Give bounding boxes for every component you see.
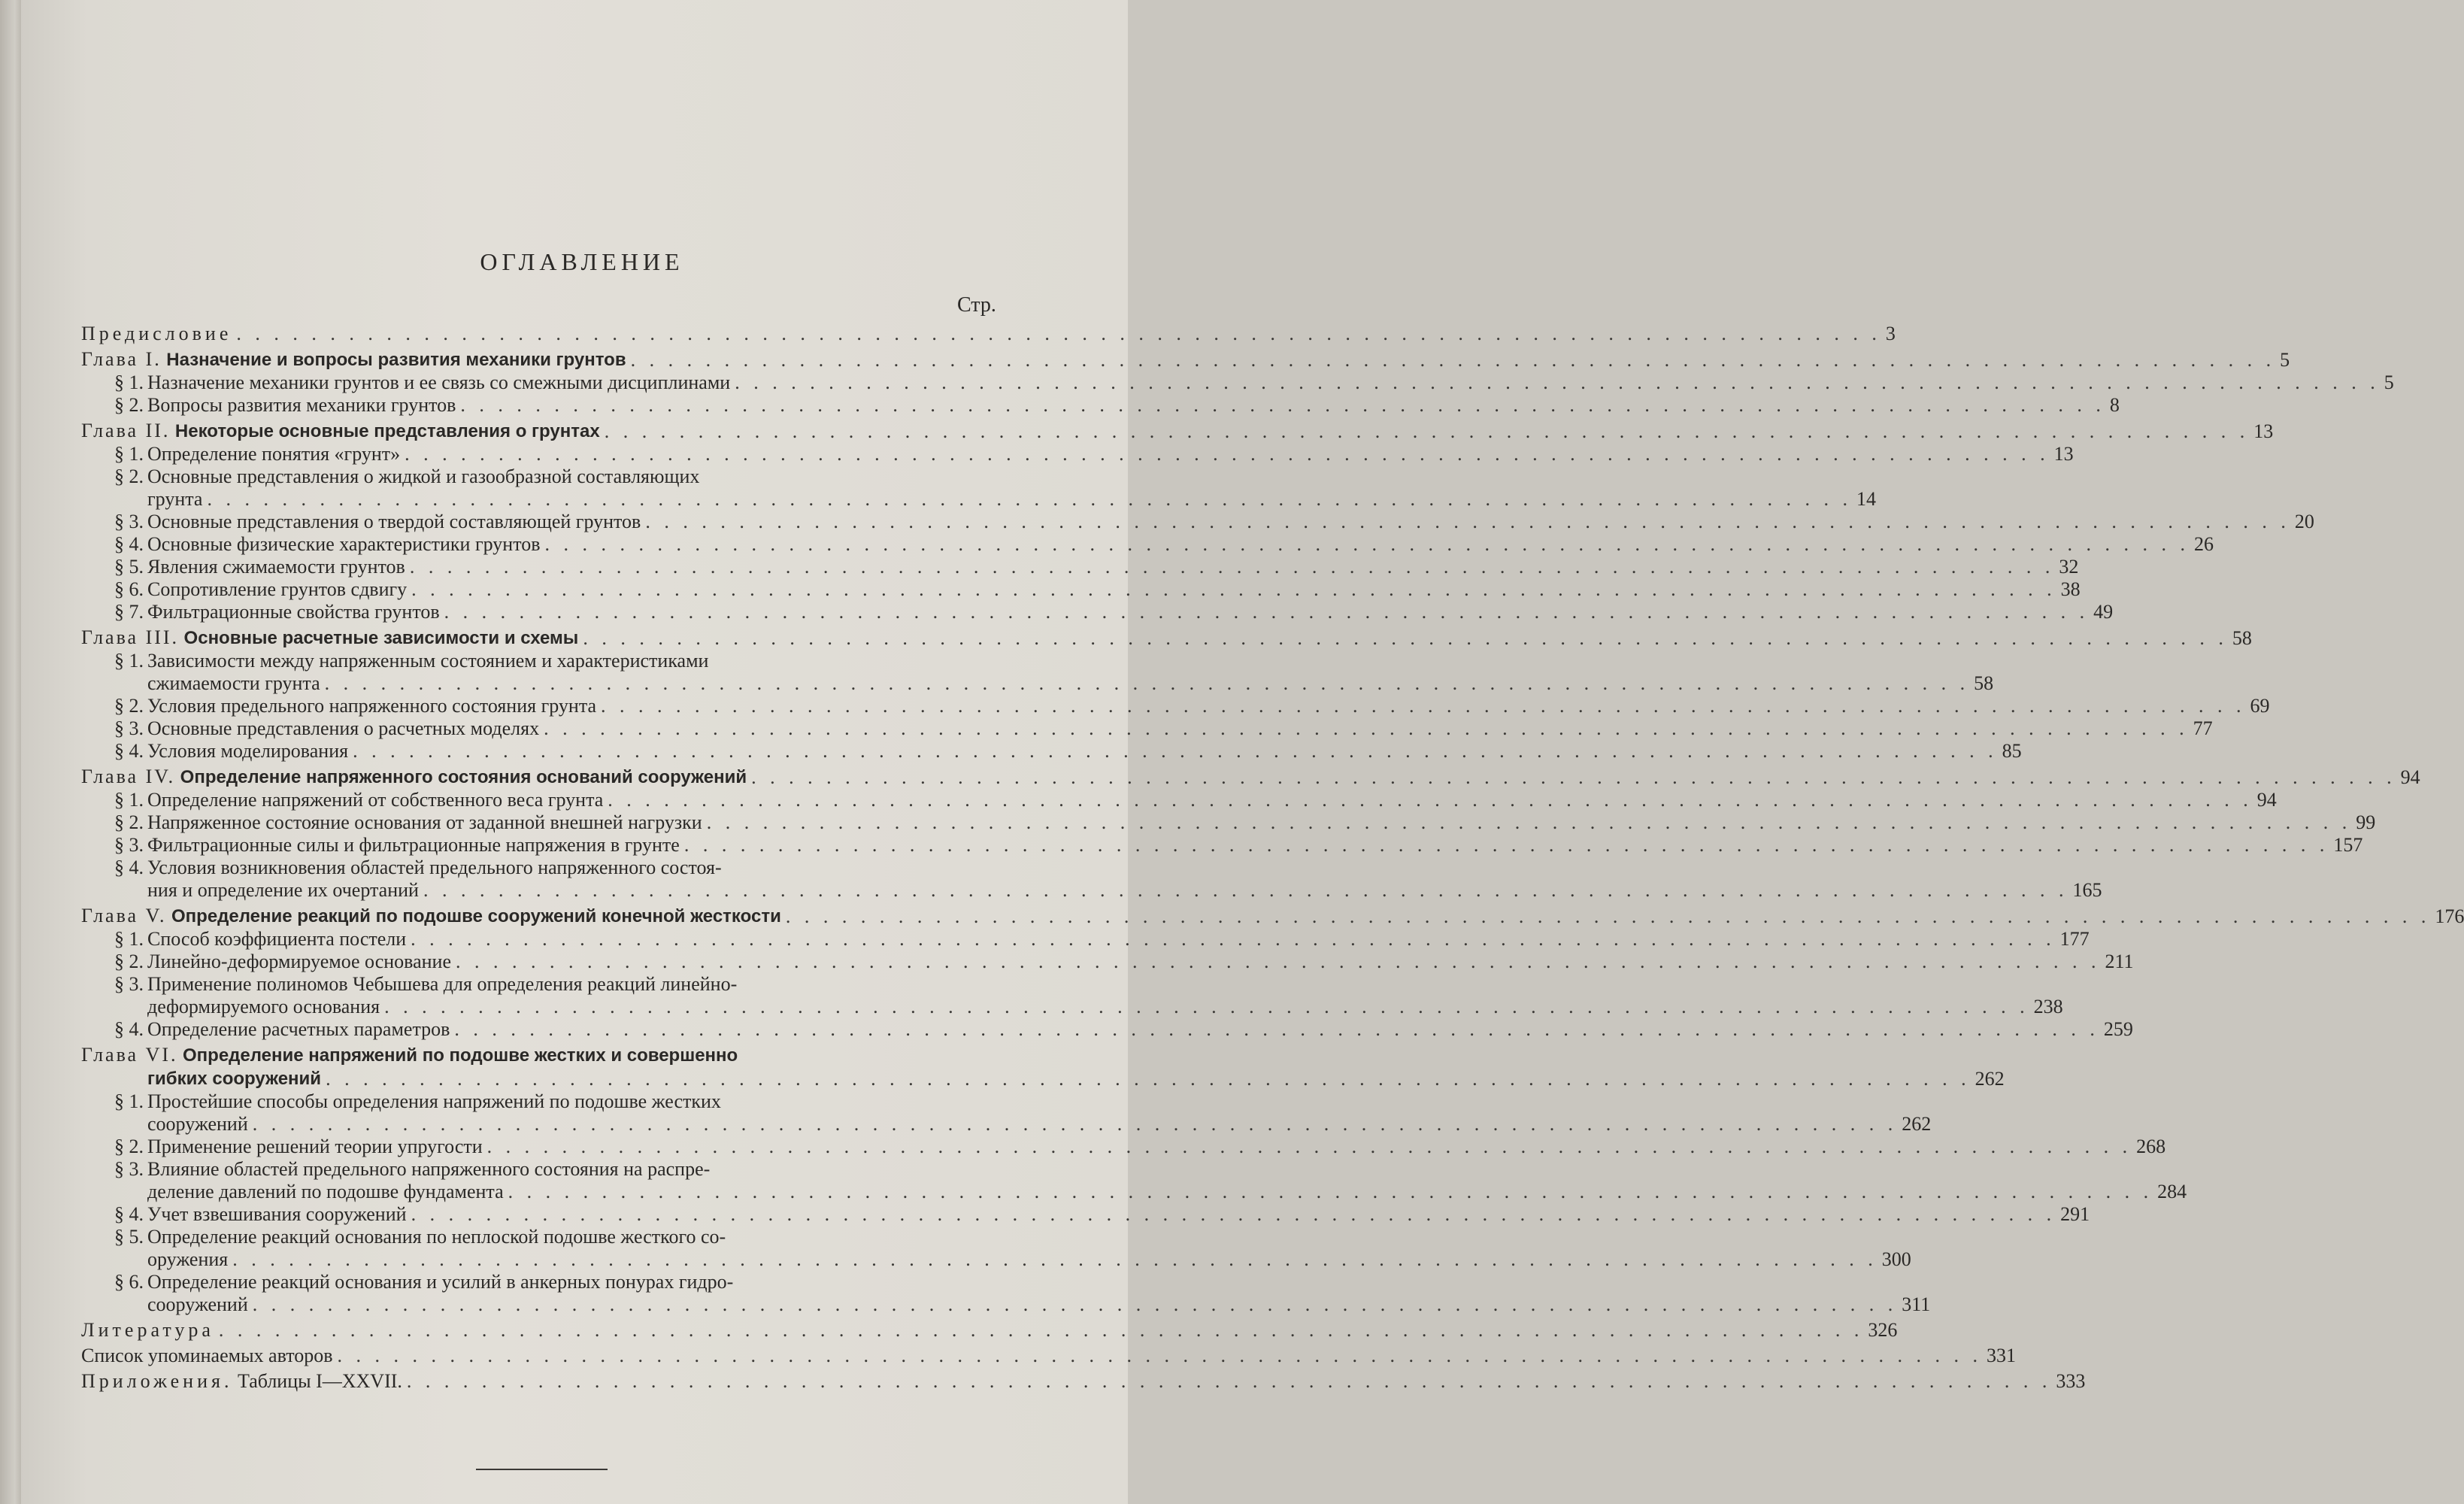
toc-chapter: [81, 420, 2274, 443]
dot-leader: . . . . . . . . . . . . . . . . . . . . . . . . . . . . . . . . . . . . . . . . . . . . . . . . . . . . . . . . . . . . . . . . . . . . . . . . . . . . . . . . . . . . . . . .: [384, 996, 2029, 1017]
toc-row: [114, 556, 2079, 578]
toc-section: [81, 740, 2022, 763]
dot-leader: . . . . . . . . . . . . . . . . . . . . . . . . . . . . . . . . . . . . . . . . . . . . . . . . . . . . . . . . . . . . . . . . . . . . . . . . . . . . . . . . . . . . . . . .: [405, 443, 2050, 465]
dot-leader: . . . . . . . . . . . . . . . . . . . . . . . . . . . . . . . . . . . . . . . . . . . . . . . . . . . . . . . . . . . . . . . . . . . . . . . . . . . . . . . . . . . . . . . .: [460, 394, 2105, 416]
page-number: 238: [2033, 996, 2063, 1017]
dot-leader: . . . . . . . . . . . . . . . . . . . . . . . . . . . . . . . . . . . . . . . . . . . . . . . . . . . . . . . . . . . . . . . . . . . . . . . . . . . . . . . . . . . . . . . .: [411, 578, 2056, 600]
section-text: Определение расчетных параметров: [147, 1018, 450, 1040]
page-column-label: Стр.: [957, 293, 996, 317]
section-line: [114, 973, 999, 996]
toc-section: [81, 394, 2120, 417]
dot-leader: . . . . . . . . . . . . . . . . . . . . . . . . . . . . . . . . . . . . . . . . . . . . . . . . . . . . . . . . . . . . . . . . . . . . . . . . . . . . . . . . . . . . . . . .: [411, 1203, 2056, 1225]
section-text: сжимаемости грунта: [147, 672, 320, 694]
page-number: 5: [2280, 349, 2290, 371]
toc-row: [81, 420, 2274, 443]
table-of-contents: [81, 320, 2464, 1393]
entry-text: [147, 996, 380, 1018]
chapter-title: Основные расчетные зависимости и схемы: [183, 628, 579, 648]
toc-section: [81, 1018, 2133, 1041]
toc-section: [81, 695, 2270, 717]
toc-row: [114, 371, 2394, 394]
section-text: Влияние областей предельного напряженного состояния на распре-: [147, 1158, 711, 1180]
toc-row: [114, 740, 2022, 763]
section-line: [114, 650, 999, 672]
toc-section: [81, 717, 2213, 740]
section-number: § 2.: [114, 394, 144, 416]
toc-section: [81, 834, 2363, 857]
entry-text: [81, 1067, 321, 1090]
entry-text: [81, 348, 626, 371]
entry-text: [81, 905, 781, 928]
chapter-prefix: Глава I.: [81, 348, 162, 370]
page-number: 49: [2093, 601, 2114, 623]
toc-chapter: [81, 905, 2464, 928]
toc-row: [114, 1136, 2166, 1158]
section-number: § 2.: [114, 811, 144, 833]
dot-leader: . . . . . . . . . . . . . . . . . . . . . . . . . . . . . . . . . . . . . . . . . . . . . . . . . . . . . . . . . . . . . . . . . . . . . . . . . . . . . . . . . . . . . . . .: [207, 488, 1852, 510]
section-number: § 1.: [114, 650, 144, 672]
dot-leader: . . . . . . . . . . . . . . . . . . . . . . . . . . . . . . . . . . . . . . . . . . . . . . . . . . . . . . . . . . . . . . . . . . . . . . . . . . . . . . . . . . . . . . . .: [604, 420, 2250, 442]
toc-row: [81, 348, 2290, 371]
entry-text: [114, 695, 597, 717]
section-text: Определение понятия «грунт»: [147, 443, 401, 465]
chapter-prefix: Глава II.: [81, 420, 171, 441]
page-number: 13: [2053, 443, 2074, 465]
section-number: § 4.: [114, 857, 144, 878]
section-text: Способ коэффициента постели: [147, 928, 407, 950]
section-text: Напряженное состояние основания от заданной внешней нагрузки: [147, 811, 702, 833]
dot-leader: . . . . . . . . . . . . . . . . . . . . . . . . . . . . . . . . . . . . . . . . . . . . . . . . . . . . . . . . . . . . . . . . . . . . . . . . . . . . . . . . . . . . . . . .: [456, 951, 2101, 972]
section-number: § 3.: [114, 511, 144, 532]
section-text: Фильтрационные свойства грунтов: [147, 601, 440, 623]
entry-label: Таблицы I—XXVII.: [237, 1370, 402, 1392]
section-text: Назначение механики грунтов и ее связь со смежными дисциплинами: [147, 371, 731, 393]
toc-section: [81, 1158, 2187, 1203]
toc-section: [81, 1226, 1911, 1271]
entry-text: [147, 1181, 504, 1203]
dot-leader: . . . . . . . . . . . . . . . . . . . . . . . . . . . . . . . . . . . . . . . . . . . . . . . . . . . . . . . . . . . . . . . . . . . . . . . . . . . . . . . . . . . . . . . .: [444, 601, 2090, 623]
entry-text: [147, 1293, 248, 1316]
toc-section: [81, 601, 2114, 623]
section-text: Условия возникновения областей предельного напряженного состоя-: [147, 857, 722, 878]
toc-row: [81, 1067, 2005, 1090]
toc-section: [81, 1136, 2166, 1158]
entry-text: [147, 1113, 248, 1136]
toc-chapter: [81, 348, 2290, 371]
toc-row: [114, 811, 2376, 834]
section-number: § 4.: [114, 1018, 144, 1040]
page-number: 157: [2333, 834, 2363, 856]
entry-text: [114, 443, 401, 465]
toc-section: [81, 533, 2214, 556]
entry-text: [81, 1319, 214, 1342]
toc-row: [81, 1370, 2086, 1393]
entry-text: [114, 740, 349, 763]
entry-prefix: Приложения.: [81, 1370, 233, 1392]
toc-row: [114, 533, 2214, 556]
page-number: 291: [2060, 1203, 2090, 1225]
page-number: 262: [1902, 1113, 1932, 1135]
page-number: 69: [2250, 695, 2270, 717]
toc-row: [114, 951, 2134, 973]
chapter-title: Определение напряженного состояния оснований сооружений: [180, 767, 747, 787]
section-text: Основные представления о твердой составляющей грунтов: [147, 511, 641, 532]
section-text: Вопросы развития механики грунтов: [147, 394, 456, 416]
toc-section: [81, 973, 2063, 1018]
page-number: 14: [1856, 488, 1876, 510]
section-number: § 4.: [114, 740, 144, 762]
toc-row: [81, 323, 1896, 345]
toc-row: [81, 626, 2252, 650]
toc-row: [114, 443, 2074, 465]
toc-entry-front: [81, 323, 1896, 345]
toc-entry-front: [81, 1319, 1898, 1342]
page-number: 38: [2060, 578, 2081, 600]
section-number: § 5.: [114, 556, 144, 578]
toc-section: [81, 511, 2314, 533]
entry-text: [147, 1248, 228, 1271]
dot-leader: . . . . . . . . . . . . . . . . . . . . . . . . . . . . . . . . . . . . . . . . . . . . . . . . . . . . . . . . . . . . . . . . . . . . . . . . . . . . . . . . . . . . . . . .: [785, 905, 2431, 927]
section-text: Условия моделирования: [147, 740, 349, 762]
toc-row: [114, 601, 2114, 623]
page-number: 259: [2103, 1018, 2133, 1040]
toc-section: [81, 650, 1994, 695]
dot-leader: . . . . . . . . . . . . . . . . . . . . . . . . . . . . . . . . . . . . . . . . . . . . . . . . . . . . . . . . . . . . . . . . . . . . . . . . . . . . . . . . . . . . . . . .: [608, 789, 2253, 811]
entry-text: [114, 511, 641, 533]
dot-leader: . . . . . . . . . . . . . . . . . . . . . . . . . . . . . . . . . . . . . . . . . . . . . . . . . . . . . . . . . . . . . . . . . . . . . . . . . . . . . . . . . . . . . . . .: [218, 1319, 1864, 1341]
toc-section: [81, 789, 2277, 811]
page-number: 32: [2059, 556, 2079, 578]
chapter-title: Определение реакций по подошве сооружений конечной жесткости: [171, 906, 781, 926]
book-page: [21, 0, 2464, 1504]
section-number: § 1.: [114, 928, 144, 950]
chapter-prefix: Глава IV.: [81, 766, 176, 787]
entry-text: [114, 533, 541, 556]
section-text: сооружений: [147, 1113, 248, 1135]
section-text: деформируемого основания: [147, 996, 380, 1017]
section-text: Явления сжимаемости грунтов: [147, 556, 405, 578]
section-number: § 6.: [114, 578, 144, 600]
entry-text: [81, 626, 578, 650]
toc-chapter: [81, 1044, 2005, 1090]
section-text: Фильтрационные силы и фильтрационные напряжения в грунте: [147, 834, 680, 856]
page-number: 284: [2157, 1181, 2187, 1202]
toc-section: [81, 857, 2102, 902]
section-line: [114, 1226, 999, 1248]
dot-leader: . . . . . . . . . . . . . . . . . . . . . . . . . . . . . . . . . . . . . . . . . . . . . . . . . . . . . . . . . . . . . . . . . . . . . . . . . . . . . . . . . . . . . . . .: [406, 1370, 2052, 1392]
section-text: Линейно-деформируемое основание: [147, 951, 452, 972]
chapter-prefix: Глава VI.: [81, 1044, 178, 1066]
section-number: § 2.: [114, 465, 144, 487]
page-number: 3: [1885, 323, 1896, 344]
toc-section: [81, 1090, 1932, 1136]
toc-row: [114, 695, 2270, 717]
entry-text: [81, 1345, 333, 1367]
dot-leader: . . . . . . . . . . . . . . . . . . . . . . . . . . . . . . . . . . . . . . . . . . . . . . . . . . . . . . . . . . . . . . . . . . . . . . . . . . . . . . . . . . . . . . . .: [645, 511, 2290, 532]
toc-chapter: [81, 626, 2252, 650]
toc-section: [81, 951, 2134, 973]
entry-text: [147, 672, 320, 695]
chapter-title: Некоторые основные представления о грунтах: [174, 421, 600, 441]
section-text: Зависимости между напряженным состоянием и характеристиками: [147, 650, 709, 672]
book-spine-edge: [0, 0, 22, 1504]
section-text: Условия предельного напряженного состояния грунта: [147, 695, 597, 717]
section-number: § 2.: [114, 695, 144, 717]
toc-row: [114, 928, 2090, 951]
toc-section: [81, 371, 2394, 394]
toc-row: [114, 394, 2120, 417]
entry-text: [114, 951, 452, 973]
dot-leader: . . . . . . . . . . . . . . . . . . . . . . . . . . . . . . . . . . . . . . . . . . . . . . . . . . . . . . . . . . . . . . . . . . . . . . . . . . . . . . . . . . . . . . . .: [544, 533, 2190, 555]
entry-text: [147, 879, 419, 902]
page-number: 333: [2056, 1370, 2086, 1392]
section-number: § 1.: [114, 371, 144, 393]
section-text: оружения: [147, 1248, 229, 1270]
entry-text: [114, 811, 702, 834]
section-number: § 4.: [114, 1203, 144, 1225]
page-number: 94: [2256, 789, 2277, 811]
chapter-prefix: Глава III.: [81, 626, 180, 648]
section-number: § 1.: [114, 1090, 144, 1112]
page-number: 20: [2294, 511, 2314, 532]
dot-leader: . . . . . . . . . . . . . . . . . . . . . . . . . . . . . . . . . . . . . . . . . . . . . . . . . . . . . . . . . . . . . . . . . . . . . . . . . . . . . . . . . . . . . . . .: [544, 717, 2189, 739]
chapter-line: [81, 1044, 999, 1067]
section-number: § 7.: [114, 601, 144, 623]
page-number: 94: [2400, 766, 2420, 788]
entry-text: [114, 371, 731, 394]
dot-leader: . . . . . . . . . . . . . . . . . . . . . . . . . . . . . . . . . . . . . . . . . . . . . . . . . . . . . . . . . . . . . . . . . . . . . . . . . . . . . . . . . . . . . . . .: [630, 349, 2276, 371]
page-number: 300: [1881, 1248, 1911, 1270]
toc-section: [81, 811, 2376, 834]
toc-row: [114, 834, 2363, 857]
page-number: 58: [1974, 672, 1994, 694]
chapter-title-cont: гибких сооружений: [147, 1069, 322, 1089]
section-text: грунта: [147, 488, 203, 510]
dot-leader: . . . . . . . . . . . . . . . . . . . . . . . . . . . . . . . . . . . . . . . . . . . . . . . . . . . . . . . . . . . . . . . . . . . . . . . . . . . . . . . . . . . . . . . .: [454, 1018, 2099, 1040]
dot-leader: . . . . . . . . . . . . . . . . . . . . . . . . . . . . . . . . . . . . . . . . . . . . . . . . . . . . . . . . . . . . . . . . . . . . . . . . . . . . . . . . . . . . . . . .: [353, 740, 1998, 762]
section-text: Основные физические характеристики грунтов: [147, 533, 541, 555]
chapter-prefix: Глава V.: [81, 905, 167, 926]
dot-leader: . . . . . . . . . . . . . . . . . . . . . . . . . . . . . . . . . . . . . . . . . . . . . . . . . . . . . . . . . . . . . . . . . . . . . . . . . . . . . . . . . . . . . . . .: [423, 879, 2068, 901]
section-text: Определение реакций основания по неплоской подошве жесткого со-: [147, 1226, 726, 1248]
toc-row: [147, 1293, 1931, 1316]
section-text: Определение напряжений от собственного веса грунта: [147, 789, 604, 811]
dot-leader: . . . . . . . . . . . . . . . . . . . . . . . . . . . . . . . . . . . . . . . . . . . . . . . . . . . . . . . . . . . . . . . . . . . . . . . . . . . . . . . . . . . . . . . .: [409, 556, 2055, 578]
toc-row: [147, 996, 2063, 1018]
toc-section: [81, 578, 2081, 601]
dot-leader: . . . . . . . . . . . . . . . . . . . . . . . . . . . . . . . . . . . . . . . . . . . . . . . . . . . . . . . . . . . . . . . . . . . . . . . . . . . . . . . . . . . . . . . .: [601, 695, 2246, 717]
section-text: сооружений: [147, 1293, 248, 1315]
toc-chapter: [81, 766, 2420, 789]
toc-row: [147, 879, 2102, 902]
toc-row: [147, 1113, 1932, 1136]
section-line: [114, 1158, 999, 1181]
dot-leader: . . . . . . . . . . . . . . . . . . . . . . . . . . . . . . . . . . . . . . . . . . . . . . . . . . . . . . . . . . . . . . . . . . . . . . . . . . . . . . . . . . . . . . . .: [735, 371, 2380, 393]
section-number: § 2.: [114, 1136, 144, 1157]
entry-text: [114, 1203, 407, 1226]
page-number: 326: [1868, 1319, 1898, 1341]
entry-text: [81, 323, 232, 345]
toc-row: [147, 1248, 1911, 1271]
chapter-title: Назначение и вопросы развития механики грунтов: [166, 350, 626, 370]
toc-entry-appendix: [81, 1370, 2086, 1393]
page-number: 8: [2109, 394, 2120, 416]
section-text: Сопротивление грунтов сдвигу: [147, 578, 408, 600]
section-text: Учет взвешивания сооружений: [147, 1203, 407, 1225]
entry-text: [114, 1018, 450, 1041]
section-text: Применение полиномов Чебышева для определения реакций линейно-: [147, 973, 738, 995]
bottom-divider: [476, 1469, 608, 1470]
entry-text: [114, 928, 407, 951]
page-number: 262: [1975, 1068, 2005, 1090]
section-number: § 1.: [114, 789, 144, 811]
entry-label: Предисловие: [81, 323, 232, 344]
section-number: § 3.: [114, 717, 144, 739]
toc-row: [81, 1345, 2017, 1367]
page-number: 268: [2136, 1136, 2166, 1157]
toc-section: [81, 1271, 1931, 1316]
dot-leader: . . . . . . . . . . . . . . . . . . . . . . . . . . . . . . . . . . . . . . . . . . . . . . . . . . . . . . . . . . . . . . . . . . . . . . . . . . . . . . . . . . . . . . . .: [683, 834, 2329, 856]
entry-text: [114, 834, 680, 857]
toc-row: [147, 488, 1876, 511]
entry-text: [114, 789, 604, 811]
toc-row: [81, 766, 2420, 789]
section-text: Применение решений теории упругости: [147, 1136, 483, 1157]
section-text: Основные представления о расчетных моделях: [147, 717, 540, 739]
section-number: § 6.: [114, 1271, 144, 1293]
page-number: 85: [2002, 740, 2022, 762]
chapter-title: Определение напряжений по подошве жестких и совершенно: [183, 1045, 738, 1066]
dot-leader: . . . . . . . . . . . . . . . . . . . . . . . . . . . . . . . . . . . . . . . . . . . . . . . . . . . . . . . . . . . . . . . . . . . . . . . . . . . . . . . . . . . . . . . .: [337, 1345, 1983, 1366]
toc-row: [114, 511, 2314, 533]
dot-leader: . . . . . . . . . . . . . . . . . . . . . . . . . . . . . . . . . . . . . . . . . . . . . . . . . . . . . . . . . . . . . . . . . . . . . . . . . . . . . . . . . . . . . . . .: [508, 1181, 2153, 1202]
section-text: деление давлений по подошве фундамента: [147, 1181, 504, 1202]
page-number: 165: [2072, 879, 2102, 901]
toc-row: [147, 1181, 2187, 1203]
dot-leader: . . . . . . . . . . . . . . . . . . . . . . . . . . . . . . . . . . . . . . . . . . . . . . . . . . . . . . . . . . . . . . . . . . . . . . . . . . . . . . . . . . . . . . . .: [411, 928, 2056, 950]
toc-row: [114, 578, 2081, 601]
section-number: § 3.: [114, 1158, 144, 1180]
entry-label: Список упоминаемых авторов: [81, 1345, 333, 1366]
dot-leader: . . . . . . . . . . . . . . . . . . . . . . . . . . . . . . . . . . . . . . . . . . . . . . . . . . . . . . . . . . . . . . . . . . . . . . . . . . . . . . . . . . . . . . . .: [236, 323, 1881, 344]
dot-leader: . . . . . . . . . . . . . . . . . . . . . . . . . . . . . . . . . . . . . . . . . . . . . . . . . . . . . . . . . . . . . . . . . . . . . . . . . . . . . . . . . . . . . . . .: [232, 1248, 1878, 1270]
page-number: 58: [2232, 627, 2252, 649]
page-number: 5: [2384, 371, 2394, 393]
dot-leader: . . . . . . . . . . . . . . . . . . . . . . . . . . . . . . . . . . . . . . . . . . . . . . . . . . . . . . . . . . . . . . . . . . . . . . . . . . . . . . . . . . . . . . . .: [751, 766, 2396, 788]
section-text: ния и определение их очертаний: [147, 879, 419, 901]
section-number: § 3.: [114, 973, 144, 995]
dot-leader: . . . . . . . . . . . . . . . . . . . . . . . . . . . . . . . . . . . . . . . . . . . . . . . . . . . . . . . . . . . . . . . . . . . . . . . . . . . . . . . . . . . . . . . .: [326, 1068, 1971, 1090]
toc-row: [114, 789, 2277, 811]
section-text: Основные представления о жидкой и газообразной составляющих: [147, 465, 700, 487]
section-number: § 3.: [114, 834, 144, 856]
page-number: 331: [1987, 1345, 2017, 1366]
entry-label: Литература: [81, 1319, 214, 1341]
page-number: 99: [2356, 811, 2376, 833]
section-text: Определение реакций основания и усилий в анкерных понурах гидро-: [147, 1271, 734, 1293]
section-text: Простейшие способы определения напряжений по подошве жестких: [147, 1090, 721, 1112]
toc-row: [147, 672, 1994, 695]
entry-text: [147, 488, 202, 511]
toc-section: [81, 556, 2079, 578]
entry-text: [114, 717, 540, 740]
entry-text: [81, 420, 600, 443]
page-number: 176: [2435, 905, 2464, 927]
toc-section: [81, 443, 2074, 465]
section-line: [114, 857, 999, 879]
page-number: 311: [1902, 1293, 1931, 1315]
entry-text: [114, 578, 408, 601]
section-number: § 1.: [114, 443, 144, 465]
toc-row: [81, 905, 2464, 928]
page-number: 211: [2105, 951, 2134, 972]
toc-row: [114, 1203, 2090, 1226]
page-number: 77: [2193, 717, 2213, 739]
section-line: [114, 1271, 999, 1293]
dot-leader: . . . . . . . . . . . . . . . . . . . . . . . . . . . . . . . . . . . . . . . . . . . . . . . . . . . . . . . . . . . . . . . . . . . . . . . . . . . . . . . . . . . . . . . .: [583, 627, 2228, 649]
section-number: § 4.: [114, 533, 144, 555]
dot-leader: . . . . . . . . . . . . . . . . . . . . . . . . . . . . . . . . . . . . . . . . . . . . . . . . . . . . . . . . . . . . . . . . . . . . . . . . . . . . . . . . . . . . . . . .: [706, 811, 2352, 833]
toc-row: [114, 1018, 2133, 1041]
entry-text: [114, 1136, 483, 1158]
dot-leader: . . . . . . . . . . . . . . . . . . . . . . . . . . . . . . . . . . . . . . . . . . . . . . . . . . . . . . . . . . . . . . . . . . . . . . . . . . . . . . . . . . . . . . . .: [324, 672, 1970, 694]
page-title: ОГЛАВЛЕНИЕ: [480, 248, 684, 275]
page-number: 13: [2253, 420, 2274, 442]
toc-entry-front: [81, 1345, 2017, 1367]
page-number: 26: [2194, 533, 2214, 555]
entry-text: [81, 766, 747, 789]
section-line: [114, 465, 999, 488]
entry-text: [114, 601, 440, 623]
toc-section: [81, 928, 2090, 951]
entry-text: [114, 556, 405, 578]
dot-leader: . . . . . . . . . . . . . . . . . . . . . . . . . . . . . . . . . . . . . . . . . . . . . . . . . . . . . . . . . . . . . . . . . . . . . . . . . . . . . . . . . . . . . . . .: [252, 1293, 1898, 1315]
dot-leader: . . . . . . . . . . . . . . . . . . . . . . . . . . . . . . . . . . . . . . . . . . . . . . . . . . . . . . . . . . . . . . . . . . . . . . . . . . . . . . . . . . . . . . . .: [252, 1113, 1898, 1135]
section-line: [114, 1090, 999, 1113]
toc-section: [81, 465, 1876, 511]
toc-row: [114, 717, 2213, 740]
entry-text: [81, 1370, 402, 1393]
toc-row: [81, 1319, 1898, 1342]
toc-section: [81, 1203, 2090, 1226]
page-number: 177: [2059, 928, 2090, 950]
section-number: § 2.: [114, 951, 144, 972]
section-number: § 5.: [114, 1226, 144, 1248]
dot-leader: . . . . . . . . . . . . . . . . . . . . . . . . . . . . . . . . . . . . . . . . . . . . . . . . . . . . . . . . . . . . . . . . . . . . . . . . . . . . . . . . . . . . . . . .: [486, 1136, 2132, 1157]
entry-text: [114, 394, 456, 417]
